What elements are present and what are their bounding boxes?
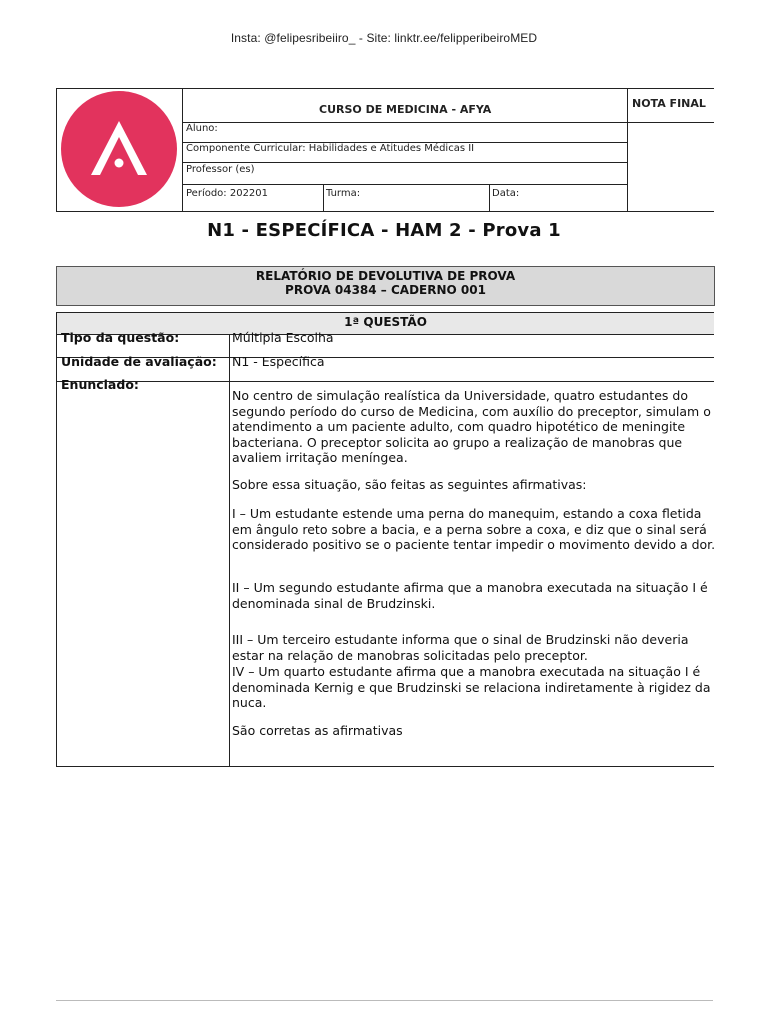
- enunciado-label: Enunciado:: [61, 377, 139, 392]
- question-number: 1ª QUESTÃO: [344, 315, 427, 329]
- periodo-label: Período: 202201: [186, 188, 269, 199]
- affirmative-iii: III – Um terceiro estudante informa que o sinal de Brudzinski não deveria estar na relação de manobras solicitadas pelo preceptor.: [232, 632, 689, 663]
- tipo-value: Múltipla Escolha: [232, 330, 334, 345]
- report-banner: [56, 266, 715, 306]
- unidade-value: N1 - Específica: [232, 354, 325, 369]
- question-prompt: São corretas as afirmativas: [232, 723, 403, 738]
- nota-final-label: NOTA FINAL: [632, 97, 706, 110]
- logo-cell: [57, 89, 183, 211]
- affirmative-iv: IV – Um quarto estudante afirma que a manobra executada na situação I é denominada Kernig e que Brudzinski se relaciona indiretamente à rigidez da nuca.: [232, 664, 711, 710]
- report-title: RELATÓRIO DE DEVOLUTIVA DE PROVA: [255, 269, 516, 283]
- course-title: CURSO DE MEDICINA - AFYA: [319, 103, 492, 116]
- statement-intro: Sobre essa situação, são feitas as seguintes afirmativas:: [232, 477, 587, 492]
- unidade-label: Unidade de avaliação:: [61, 354, 217, 369]
- aluno-label: Aluno:: [186, 123, 218, 134]
- footer-divider: [56, 1000, 713, 1001]
- statement-paragraph: No centro de simulação realística da Universidade, quatro estudantes do segundo período do curso de Medicina, com auxílio do preceptor, simulam o atendimento a um paciente adulto, com quadro hipotético de meningite bacteriana. O preceptor solicita ao grupo a realização de manobras que avaliem irritação meníngea.: [232, 388, 711, 465]
- top-note: Insta: @felipesribeiiro_ - Site: linktr.ee/felipperibeiroMED: [230, 31, 538, 45]
- turma-label: Turma:: [326, 188, 361, 199]
- componente-curricular: Componente Curricular: Habilidades e Atitudes Médicas II: [186, 143, 475, 154]
- tipo-label: Tipo da questão:: [61, 330, 180, 345]
- affirmative-i: I – Um estudante estende uma perna do manequim, estando a coxa fletida em ângulo reto sobre a bacia, e a perna sobre a coxa, e diz que o sinal será considerado positivo se o paciente tentar impedir o movimento devido a dor.: [232, 506, 716, 552]
- afya-logo: [61, 91, 177, 207]
- header-table: [56, 88, 714, 212]
- professor-label: Professor (es): [186, 164, 255, 175]
- page-title: N1 - ESPECÍFICA - HAM 2 - Prova 1: [207, 220, 561, 241]
- affirmative-ii: II – Um segundo estudante afirma que a manobra executada na situação I é denominada sinal de Brudzinski.: [232, 580, 708, 611]
- data-label: Data:: [492, 188, 520, 199]
- question-box: [56, 312, 714, 767]
- report-subtitle: PROVA 04384 – CADERNO 001: [285, 283, 486, 297]
- afya-a-icon: [61, 91, 177, 207]
